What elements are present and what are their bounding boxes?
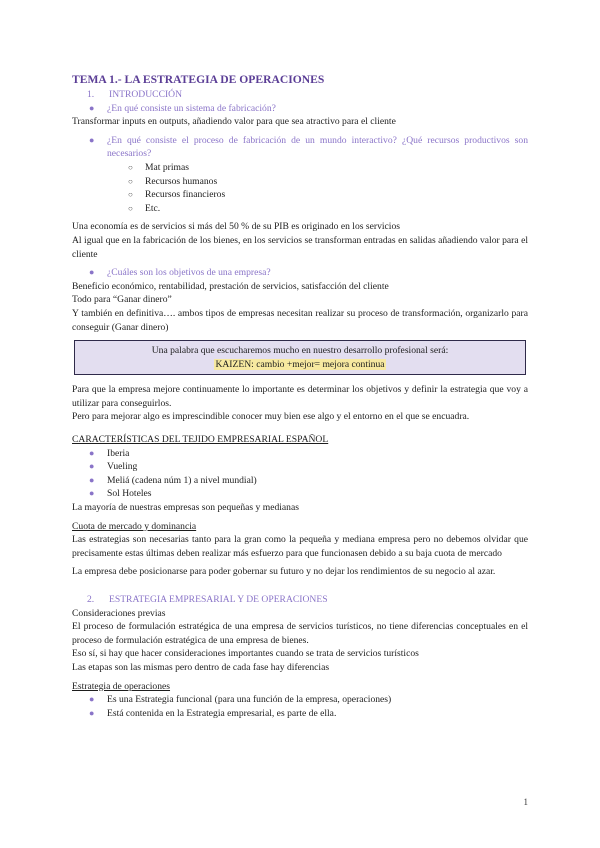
paragraph: Eso sí, si hay que hacer consideraciones importantes cuando se trata de servicios turísticos: [72, 648, 419, 660]
callout-highlight: KAIZEN: cambio +mejor= mejora continua: [215, 358, 385, 370]
bullet-icon: ●: [89, 707, 95, 718]
page-content: [72, 72, 528, 720]
ops-item: Está contenida en la Estrategia empresarial, es parte de ella.: [107, 707, 337, 719]
section-1-number: 1.: [87, 89, 95, 100]
paragraph: La empresa debe posicionarse para poder gobernar su futuro y no dejar los rendimientos de su negocio al azar.: [72, 566, 496, 578]
section-1-label: INTRODUCCIÓN: [109, 89, 183, 100]
section-2-label: ESTRATEGIA EMPRESARIAL Y DE OPERACIONES: [109, 594, 328, 605]
paragraph: Las etapas son las mismas pero dentro de cada fase hay diferencias: [72, 661, 330, 673]
q3-line: Todo para “Ganar dinero”: [72, 294, 172, 306]
bullet-icon: ●: [89, 102, 95, 113]
kaizen-callout-box: [74, 340, 526, 375]
q1-question: ¿En qué consiste un sistema de fabricación?: [107, 102, 276, 114]
paragraph: Para que la empresa mejore continuamente lo importante es determinar los objetivos y definir la estrategia que voy a utilizar para conseguirlos.: [72, 384, 528, 409]
circle-bullet-icon: ○: [128, 162, 133, 172]
list-item: [89, 487, 528, 501]
bullet-q3: [89, 266, 528, 280]
list-item: [128, 188, 528, 202]
q1-answer: Transformar inputs en outputs, añadiendo valor para que sea atractivo para el cliente: [72, 116, 396, 128]
bullet-q2: [89, 134, 528, 161]
circle-bullet-icon: ○: [128, 203, 133, 213]
bullet-icon: ●: [89, 474, 95, 485]
list-item: [128, 202, 528, 216]
q2-item: Recursos financieros: [145, 189, 226, 201]
circle-bullet-icon: ○: [128, 176, 133, 186]
list-item: [128, 161, 528, 175]
list-item: [128, 175, 528, 189]
circle-bullet-icon: ○: [128, 190, 133, 200]
q3-line: Y también en definitiva…. ambos tipos de empresas necesitan realizar su proceso de transformación, organizarlo para conseguir (Ganar dinero): [72, 307, 528, 333]
q2-item: Mat primas: [145, 161, 189, 173]
bullet-icon: ●: [89, 134, 95, 145]
callout-line-1: Una palabra que escucharemos mucho en nuestro desarrollo profesional será:: [151, 345, 449, 357]
section-2-heading: [87, 593, 528, 607]
section-2-number: 2.: [87, 594, 95, 605]
bullet-icon: ●: [89, 694, 95, 705]
list-item: [89, 474, 528, 488]
list-item: [89, 447, 528, 461]
section-heading: Estrategia de operaciones: [72, 680, 171, 692]
company-item: Sol Hoteles: [107, 488, 152, 500]
bullet-icon: ●: [89, 267, 95, 278]
page-title: TEMA 1.- LA ESTRATEGIA DE OPERACIONES: [72, 73, 325, 86]
paragraph: Las estrategias son necesarias tanto para la gran como la pequeña y mediana empresa pero no debemos olvidar que precisamente estas últimas deben realizar más esfuerzo para que funcionasen debido a su baja cuota de mercado: [72, 534, 528, 559]
list-item: [89, 707, 528, 721]
page-number: 1: [523, 797, 528, 807]
list-item: [89, 693, 528, 707]
paragraph: El proceso de formulación estratégica de una empresa de servicios turísticos, no tiene diferencias conceptuales en el proceso de formulación estratégica de una empresa de bienes.: [72, 621, 528, 646]
paragraph: Una economía es de servicios si más del 50 % de su PIB es originado en los servicios: [72, 221, 400, 233]
list-item: [89, 460, 528, 474]
company-item: Vueling: [107, 461, 138, 473]
bullet-icon: ●: [89, 488, 95, 499]
paragraph: Consideraciones previas: [72, 607, 166, 619]
bullet-q1: [89, 102, 528, 116]
ops-item: Es una Estrategia funcional (para una función de la empresa, operaciones): [107, 694, 392, 706]
company-item: Iberia: [107, 447, 130, 459]
q2-item: Recursos humanos: [145, 175, 218, 187]
q2-question: ¿En qué consiste el proceso de fabricación de un mundo interactivo? ¿Qué recursos productivos son necesarios?: [107, 134, 528, 160]
bullet-icon: ●: [89, 461, 95, 472]
company-item: Meliá (cadena núm 1) a nivel mundial): [107, 474, 257, 486]
section-1-heading: [87, 88, 528, 102]
bullet-icon: ●: [89, 447, 95, 458]
section-heading: CARACTERÍSTICAS DEL TEJIDO EMPRESARIAL ESPAÑOL: [72, 434, 329, 446]
q3-line: Beneficio económico, rentabilidad, prestación de servicios, satisfacción del cliente: [72, 280, 389, 292]
paragraph: Pero para mejorar algo es imprescindible conocer muy bien ese algo y el entorno en el que se encuadra.: [72, 411, 470, 423]
q3-question: ¿Cuáles son los objetivos de una empresa?: [107, 267, 271, 279]
section-heading: Cuota de mercado y dominancia: [72, 520, 197, 532]
paragraph: Al igual que en la fabricación de los bienes, en los servicios se transforman entradas en salidas añadiendo valor para el cliente: [72, 234, 528, 260]
paragraph: La mayoría de nuestras empresas son pequeñas y medianas: [72, 502, 299, 514]
q2-item: Etc.: [145, 202, 161, 214]
